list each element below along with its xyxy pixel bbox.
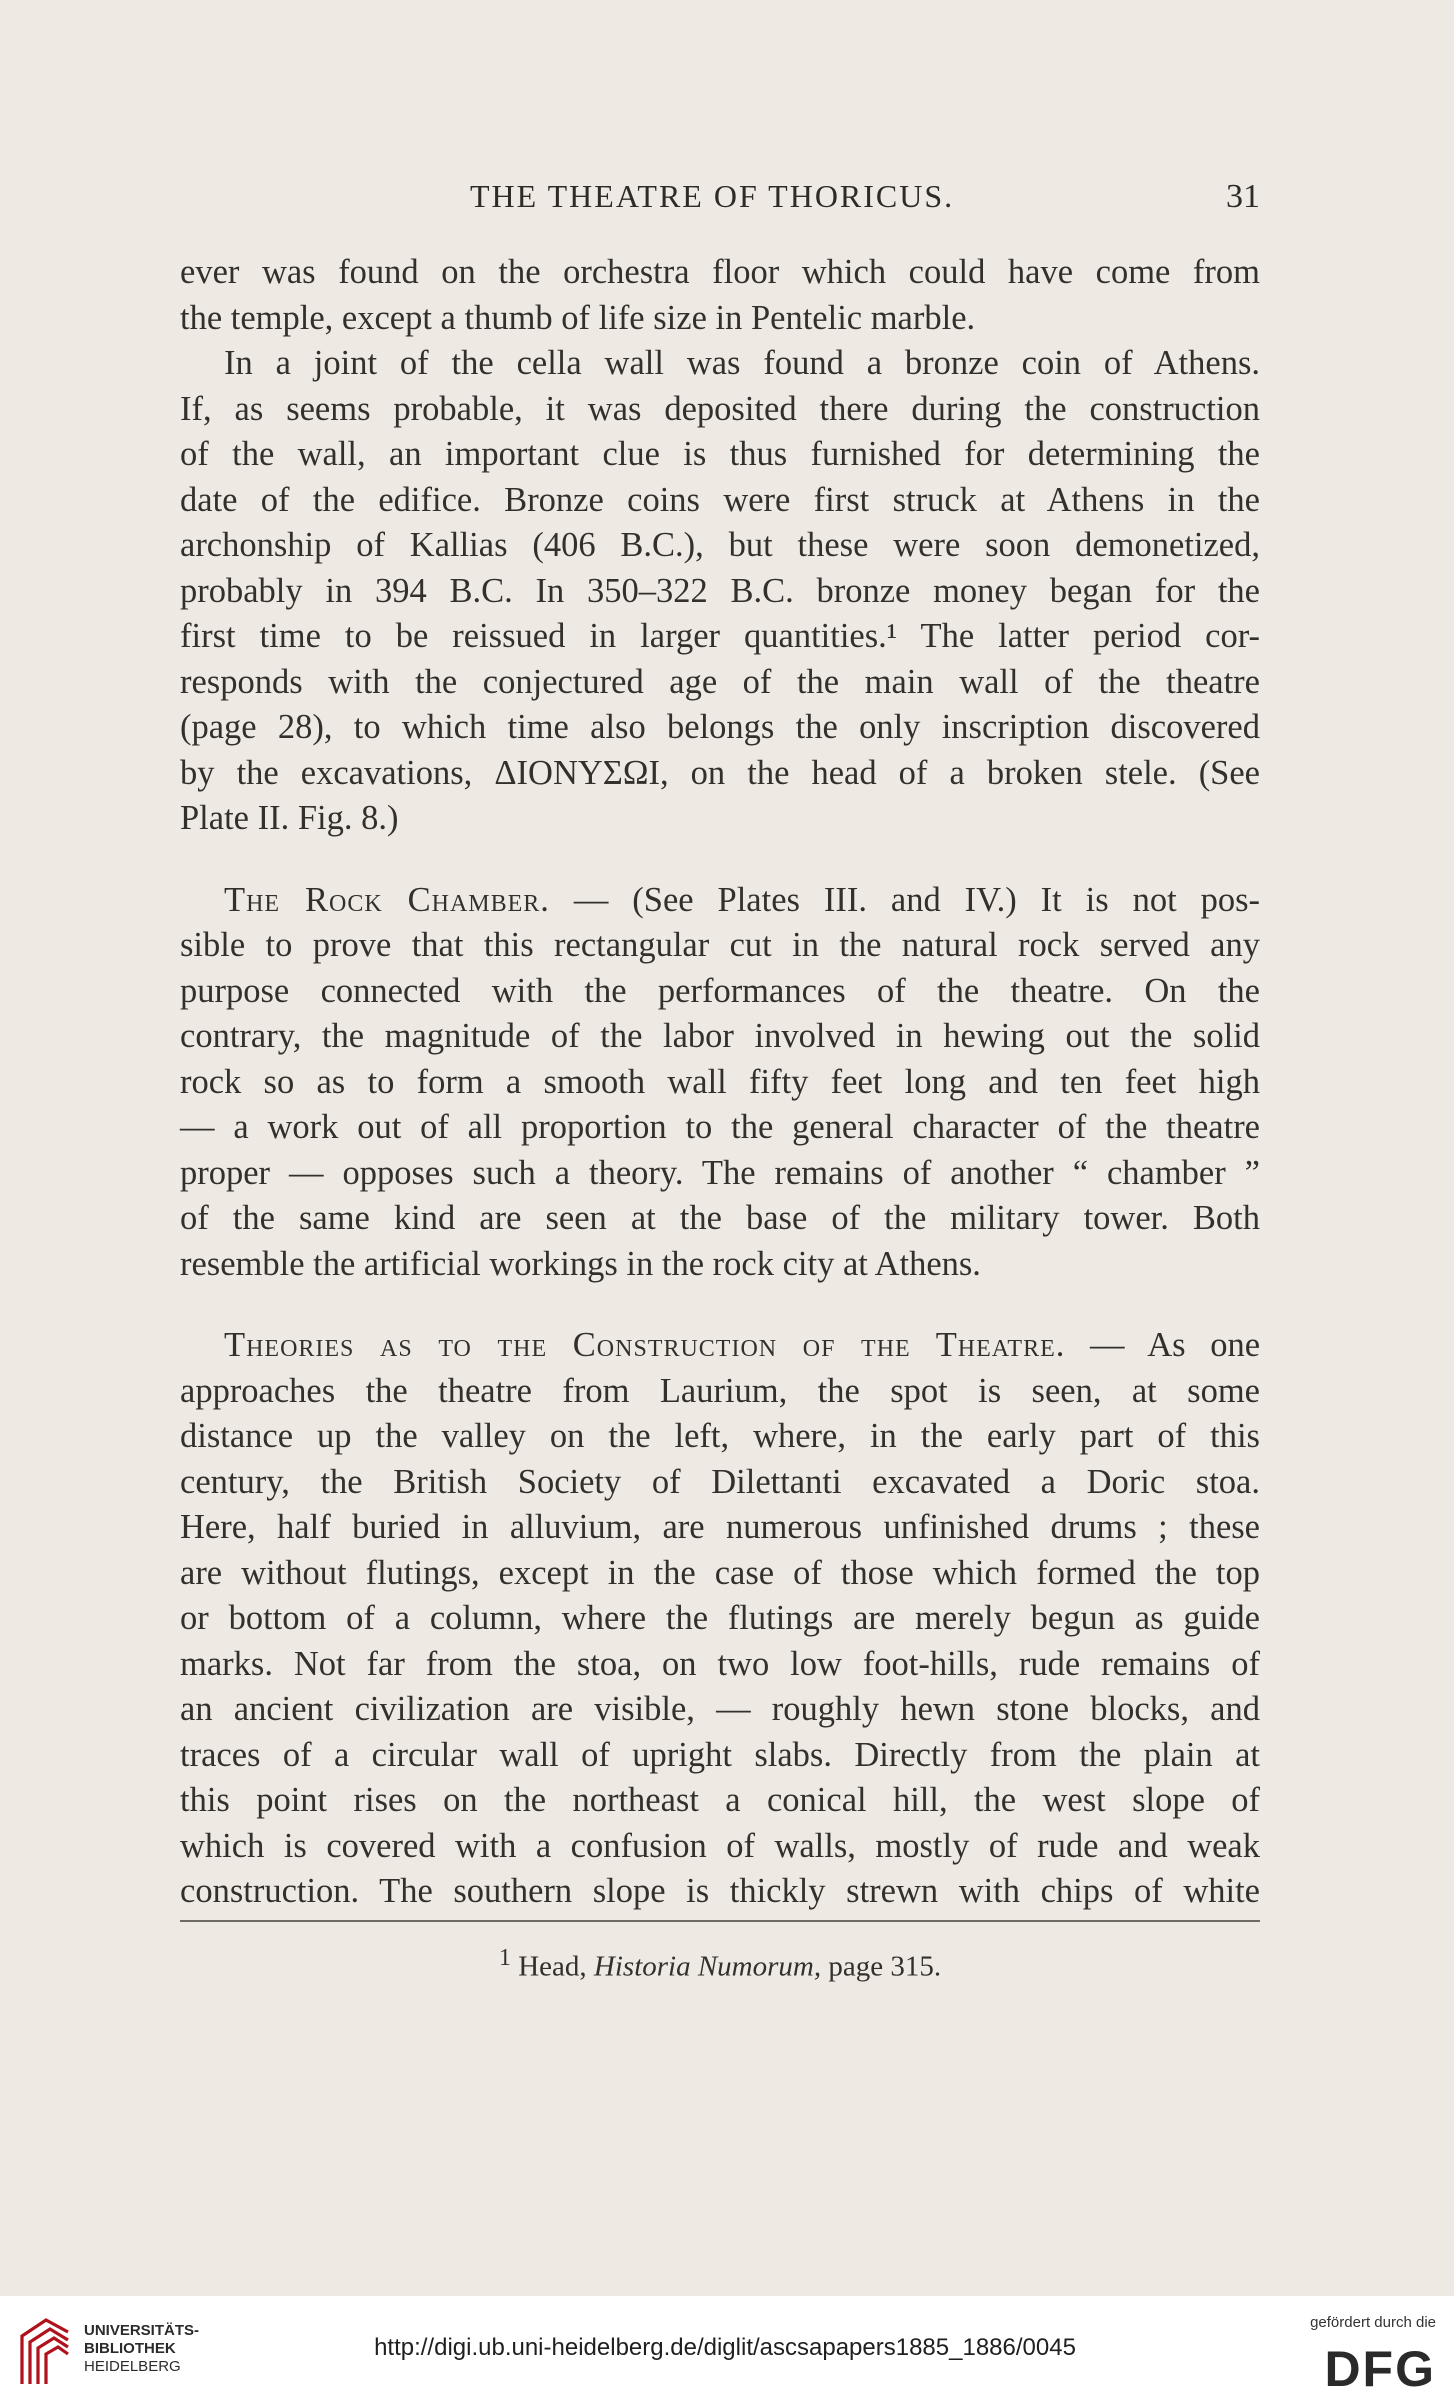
text-line: this point rises on the northeast a conical hill, the west slope of xyxy=(180,1781,1260,1819)
library-name-line: UNIVERSITÄTS- xyxy=(84,2322,200,2339)
text-span: — As one xyxy=(1065,1326,1261,1364)
footnote-divider xyxy=(180,1920,1260,1922)
text-line: first time to be reissued in larger quantities.¹ The latter period cor- xyxy=(180,617,1260,655)
text-line: approaches the theatre from Laurium, the spot is seen, at some xyxy=(180,1371,1260,1410)
footnote xyxy=(180,1944,1260,1984)
text-line: construction. The southern slope is thickly strewn with chips of white xyxy=(180,1872,1260,1910)
text-line: If, as seems probable, it was deposited there during the construction xyxy=(180,389,1260,428)
text-line xyxy=(180,878,1260,924)
text-line: archonship of Kallias (406 B.C.), but these were soon demonetized, xyxy=(180,526,1260,564)
text-line: contrary, the magnitude of the labor involved in hewing out the solid xyxy=(180,1017,1260,1055)
text-line: ever was found on the orchestra floor which could have come from xyxy=(180,253,1260,291)
text-line: of the wall, an important clue is thus furnished for determining the xyxy=(180,435,1260,473)
text-line: traces of a circular wall of upright slabs. Directly from the plain at xyxy=(180,1735,1260,1774)
text-line: of the same kind are seen at the base of the military tower. Both xyxy=(180,1199,1260,1237)
running-title: THE THEATRE OF THORICUS. xyxy=(470,178,955,214)
text-line: In a joint of the cella wall was found a bronze coin of Athens. xyxy=(224,344,1260,382)
text-line: by the excavations, ΔΙΟΝΥΣΩΙ, on the head of a broken stele. (See xyxy=(180,753,1260,792)
funder-caption: gefördert durch die xyxy=(1310,2314,1436,2331)
footnote-marker: 1 xyxy=(498,1944,511,1971)
text-line xyxy=(180,1323,1260,1369)
library-name-line: HEIDELBERG xyxy=(84,2358,181,2375)
body-text xyxy=(180,250,1260,1915)
text-line: responds with the conjectured age of the main wall of the theatre xyxy=(180,662,1260,701)
text-line: an ancient civilization are visible, — roughly hewn stone blocks, and xyxy=(180,1690,1260,1728)
text-line: distance up the valley on the left, where, in the early part of this xyxy=(180,1417,1260,1455)
text-line: which is covered with a confusion of walls, mostly of rude and weak xyxy=(180,1826,1260,1865)
text-span: — (See Plates III. and IV.) It is not pos- xyxy=(549,880,1260,919)
section-heading: The Rock Chamber. xyxy=(224,880,550,919)
footnote-work: Historia Numorum, xyxy=(593,1950,822,1983)
text-line: are without flutings, except in the case of those which formed the top xyxy=(180,1553,1260,1592)
text-line: Plate II. Fig. 8.) xyxy=(180,799,399,837)
text-line: probably in 394 B.C. In 350–322 B.C. bronze money began for the xyxy=(180,571,1260,610)
dfg-logo: DFG xyxy=(1324,2341,1436,2397)
text-line: or bottom of a column, where the flutings are merely begun as guide xyxy=(180,1599,1260,1637)
library-name-line: BIBLIOTHEK xyxy=(84,2340,176,2357)
text-line: sible to prove that this rectangular cut in the natural rock served any xyxy=(180,926,1260,964)
page-number: 31 xyxy=(1226,178,1260,215)
text-line: proper — opposes such a theory. The remains of another “ chamber ” xyxy=(180,1153,1260,1192)
text-line: (page 28), to which time also belongs the only inscription discovered xyxy=(180,708,1260,746)
library-name xyxy=(84,2322,199,2376)
text-line: resemble the artificial workings in the rock city at Athens. xyxy=(180,1244,981,1283)
footnote-author: Head, xyxy=(518,1950,587,1983)
text-line: purpose connected with the performances of the theatre. On the xyxy=(180,971,1260,1010)
permalink-url[interactable]: http://digi.ub.uni-heidelberg.de/diglit/ascsapapers1885_1886/0045 xyxy=(374,2334,1076,2361)
running-head xyxy=(180,178,1260,228)
university-library-logo-icon xyxy=(14,2314,76,2388)
text-line: marks. Not far from the stoa, on two low foot-hills, rude remains of xyxy=(180,1644,1260,1683)
text-line: — a work out of all proportion to the general character of the theatre xyxy=(180,1108,1260,1146)
text-line: date of the edifice. Bronze coins were first struck at Athens in the xyxy=(180,480,1260,519)
footnote-page: page 315. xyxy=(828,1950,942,1983)
text-line: century, the British Society of Dilettanti excavated a Doric stoa. xyxy=(180,1462,1260,1501)
footer-bar xyxy=(0,2296,1454,2405)
text-line: the temple, except a thumb of life size in Pentelic marble. xyxy=(180,298,976,337)
text-line: rock so as to form a smooth wall fifty feet long and ten feet high xyxy=(180,1062,1260,1101)
text-line: Here, half buried in alluvium, are numerous unfinished drums ; these xyxy=(180,1508,1260,1546)
section-heading: Theories as to the Construction of the Theatre. xyxy=(224,1326,1066,1364)
